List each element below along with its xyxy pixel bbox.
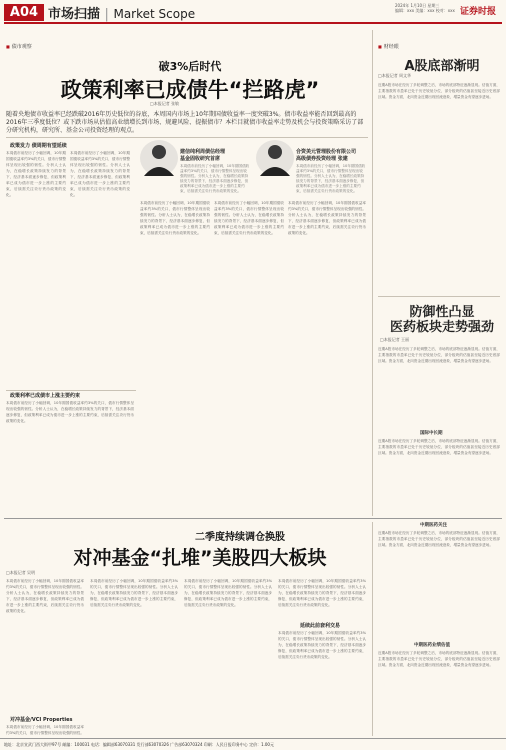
sidebar-title-2-line2: 医药板块走势强劲	[389, 320, 494, 335]
body-column: 本周债市前经历了小幅回调，10年期国债收益率约3%的关口，债市行情整体呈现出较强的韧性。	[6, 725, 84, 735]
person-silhouette-icon	[140, 140, 178, 176]
article-kicker: 破3%后时代	[158, 60, 222, 73]
section-title: 市场扫描 | Market Scope	[48, 7, 196, 22]
page-number-badge: A04	[4, 4, 44, 21]
sidebar-byline: □本报记者 周文华	[378, 73, 412, 78]
sidebar-body: 近期A股市场在经历了多轮调整之后，市场的底部特征逐渐显现。估值方面，主要指数的市盈率已处于历史较低分位，部分板块的估值甚至接近历史底部区域。资金方面，北向资金近期出现回流迹象，增量资金有望逐步进场。	[378, 651, 500, 667]
sidebar-body: 近期A股市场在经历了多轮调整之后，市场的底部特征逐渐显现。估值方面，主要指数的市盈率已处于历史较低分位，部分板块的估值甚至接近历史底部区域。资金方面，北向资金近期出现回流迹象，增量资金有望逐步进场。	[378, 347, 500, 363]
person-quote: 本周债市前经历了小幅回调，10年期国债收益率约3%的关口，债市行情整体呈现出较强的韧性。分析人士认为，在稳增长政策持续发力的背景下，经济基本面逐步修复，但政策利率已成为债市进一步上涨的主要约束，后续需关注央行货币政策的变化。	[296, 164, 366, 193]
header-editors: 编辑：xxx 美编：xxx 校对：xxx	[395, 8, 455, 13]
sidebar-subhead: 中期医药业绩估值	[414, 643, 450, 648]
sidebar-subhead: 国际中长期	[420, 431, 443, 436]
body-column: 本周债市前经历了小幅回调，10年期国债收益率约3%的关口，债市行情整体呈现出较强的韧性。分析人士认为，在稳增长政策持续发力的背景下，经济基本面逐步修复，但政策利率已成为债市进一步上涨的主要约束，后续需关注央行货币政策的变化。	[184, 579, 272, 607]
sidebar-tag: ■ 财经眼	[378, 43, 399, 50]
person-label: 高级债券投资经理 张建	[296, 156, 348, 162]
body-column: 本周债市前经历了小幅回调，10年期国债收益率约3%的关口，债市行情整体呈现出较强的韧性。分析人士认为，在稳增长政策持续发力的背景下，经济基本面逐步修复，但政策利率已成为债市进一步上涨的主要约束，后续需关注央行货币政策的变化。	[278, 631, 366, 659]
person-photo	[256, 140, 294, 176]
section-name-en: Market Scope	[113, 7, 196, 21]
person-silhouette-icon	[256, 140, 294, 176]
column-separator	[372, 30, 373, 516]
sidebar-body: 近期A股市场在经历了多轮调整之后，市场的底部特征逐渐显现。估值方面，主要指数的市盈率已处于历史较低分位，部分板块的估值甚至接近历史底部区域。资金方面，北向资金近期出现回流迹象，增量资金有望逐步进场。	[378, 439, 500, 455]
body-column: 本周债市前经历了小幅回调，10年期国债收益率约3%的关口，债市行情整体呈现出较强的韧性。分析人士认为，在稳增长政策持续发力的背景下，经济基本面逐步修复，但政策利率已成为债市进一步上涨的主要约束，后续需关注央行货币政策的变化。	[6, 151, 66, 197]
person-photo	[140, 140, 178, 176]
article-lead: 随着央地债市收益率已经跌破2016年历史低位的谷底，本周国内市场上10年期国债收益率一度突破3%。债市收益率能否回到最高的2016年三季度低位？或下跌市场从估值高业绩增长到市场、规避风险、提振债市？本栏目就债市收益率走势及机会与投资策略采访了部分研究机构，研究所、基金公司投资经理的观点。	[6, 111, 364, 134]
body-column: 本周债市前经历了小幅回调，10年期国债收益率约3%的关口，债市行情整体呈现出较强的韧性。分析人士认为，在稳增长政策持续发力的背景下，经济基本面逐步修复，但政策利率已成为债市进一步上涨的主要约束，后续需关注央行货币政策的变化。	[90, 579, 178, 607]
article2-subhead: 延续此前套利交易	[300, 623, 341, 629]
divider	[6, 137, 368, 138]
person-label: 合资美元管理股份有限公司	[296, 149, 357, 155]
sidebar-title-2	[384, 305, 500, 335]
article2-byline: □本报记者 吴明	[6, 570, 36, 575]
body-column: 本周债市前经历了小幅回调，10年期国债收益率约3%的关口，债市行情整体呈现出较强的韧性。分析人士认为，在稳增长政策持续发力的背景下，经济基本面逐步修复，但政策利率已成为债市进一步上涨的主要约束，后续需关注央行货币政策的变化。	[6, 401, 134, 423]
body-column: 本周债市前经历了小幅回调，10年期国债收益率约3%的关口，债市行情整体呈现出较强的韧性。分析人士认为，在稳增长政策持续发力的背景下，经济基本面逐步修复，但政策利率已成为债市进一步上涨的主要约束，后续需关注央行货币政策的变化。	[6, 579, 84, 613]
article2-kicker: 二季度持续调仓换股	[195, 532, 285, 543]
sidebar-body: 近期A股市场在经历了多轮调整之后，市场的底部特征逐渐显现。估值方面，主要指数的市盈率已处于历史较低分位，部分板块的估值甚至接近历史底部区域。资金方面，北向资金近期出现回流迹象，增量资金有望逐步进场。	[378, 531, 500, 547]
article-tag: ■ 债市观察	[6, 43, 32, 50]
body-column: 本周债市前经历了小幅回调，10年期国债收益率约3%的关口，债市行情整体呈现出较强的韧性。分析人士认为，在稳增长政策持续发力的背景下，经济基本面逐步修复，但政策利率已成为债市进一步上涨的主要约束，后续需关注央行货币政策的变化。	[288, 201, 366, 235]
sidebar-subhead: 中期医药关注	[420, 523, 447, 528]
article-byline: □本报记者 张敏	[150, 101, 180, 106]
article-subhead: 政策发力 债周期有望延续	[10, 143, 67, 149]
divider	[6, 390, 136, 391]
divider	[378, 296, 500, 297]
sidebar-title-2-line1: 防御性凸显	[409, 305, 475, 320]
article2-subhead: 对冲基金/VCI Properties	[10, 717, 73, 723]
sidebar-byline-2: □本报记者 王丽	[380, 337, 410, 342]
page-footer: 地址：北京宣武门西大街甲97号 邮编：100031 电话：编辑部63070331 发行部63070326 广告部63070324 印刷：人民日报印务中心 定价：1.00元	[0, 738, 506, 750]
header-date: 2024年 1月10日 星期三	[395, 3, 440, 8]
body-column: 本周债市前经历了小幅回调，10年期国债收益率约3%的关口，债市行情整体呈现出较强的韧性。分析人士认为，在稳增长政策持续发力的背景下，经济基本面逐步修复，但政策利率已成为债市进一步上涨的主要约束，后续需关注央行货币政策的变化。	[70, 151, 130, 197]
sidebar-body: 近期A股市场在经历了多轮调整之后，市场的底部特征逐渐显现。估值方面，主要指数的市盈率已处于历史较低分位，部分板块的估值甚至接近历史底部区域。资金方面，北向资金近期出现回流迹象，增量资金有望逐步进场。	[378, 83, 500, 99]
paper-name: 证券时报	[460, 7, 497, 17]
article-headline: 政策利率已成债牛“拦路虎”	[60, 78, 320, 102]
header-rule	[4, 22, 502, 24]
person-label: 基金固收研究首席	[180, 156, 221, 162]
header-meta	[395, 3, 455, 13]
article-subhead: 政策利率已成债市上涨主要约束	[10, 393, 81, 399]
section-name: 市场扫描	[48, 7, 101, 22]
body-column: 本周债市前经历了小幅回调，10年期国债收益率约3%的关口，债市行情整体呈现出较强的韧性。分析人士认为，在稳增长政策持续发力的背景下，经济基本面逐步修复，但政策利率已成为债市进一步上涨的主要约束，后续需关注央行货币政策的变化。	[140, 201, 210, 235]
person-quote: 本周债市前经历了小幅回调，10年期国债收益率约3%的关口，债市行情整体呈现出较强的韧性。分析人士认为，在稳增长政策持续发力的背景下，经济基本面逐步修复，但政策利率已成为债市进一步上涨的主要约束，后续需关注央行货币政策的变化。	[180, 164, 250, 193]
column-separator	[372, 522, 373, 736]
article2-headline: 对冲基金“扎堆”美股四大板块	[73, 547, 327, 569]
person-label: 建信纯利周债估经理	[180, 149, 226, 155]
body-column: 本周债市前经历了小幅回调，10年期国债收益率约3%的关口，债市行情整体呈现出较强的韧性。分析人士认为，在稳增长政策持续发力的背景下，经济基本面逐步修复，但政策利率已成为债市进一步上涨的主要约束，后续需关注央行货币政策的变化。	[214, 201, 284, 235]
section-divider	[4, 518, 502, 519]
sidebar-title: A股底部渐明	[404, 59, 480, 74]
body-column: 本周债市前经历了小幅回调，10年期国债收益率约3%的关口，债市行情整体呈现出较强的韧性。分析人士认为，在稳增长政策持续发力的背景下，经济基本面逐步修复，但政策利率已成为债市进一步上涨的主要约束，后续需关注央行货币政策的变化。	[278, 579, 366, 607]
